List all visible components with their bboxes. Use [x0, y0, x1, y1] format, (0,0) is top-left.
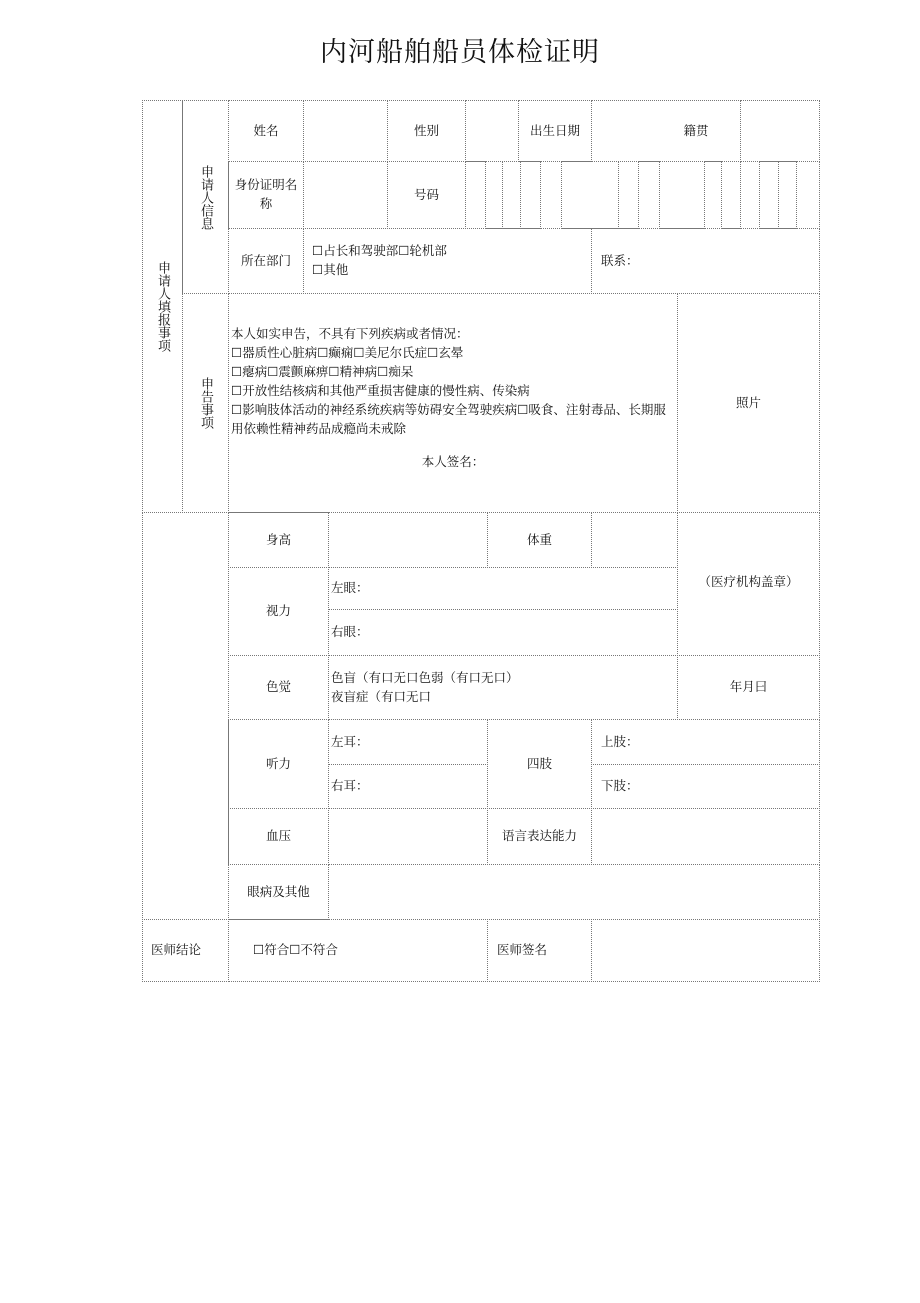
- color-vision-label: 色觉: [228, 655, 329, 720]
- declaration-section-label: [182, 293, 229, 513]
- height-field[interactable]: [328, 512, 488, 568]
- declaration-line2[interactable]: ☐瘪病☐震颤麻痹☐精神病☐痴呆: [231, 364, 414, 379]
- id-digit-box[interactable]: [561, 161, 619, 229]
- id-digit-box[interactable]: [759, 161, 779, 229]
- applicant-info-section-label: [182, 100, 229, 294]
- color-vision-field[interactable]: [328, 655, 678, 720]
- id-digit-box[interactable]: [520, 161, 541, 229]
- blood-pressure-field[interactable]: [328, 808, 488, 865]
- conclusion-label: 医师结论: [142, 919, 229, 982]
- declaration-line4[interactable]: ☐影响肢体活动的神经系统疾病等妨碍安全驾驶疾病☐吸食、注射毒品、长期服用依赖性精神药品成瘾尚未戒除: [231, 402, 666, 436]
- left-eye-label: 左眼：: [331, 580, 369, 596]
- applicant-info-label: 申请人信息: [198, 164, 213, 230]
- color-vision-line2[interactable]: 夜盲症（有口无口: [331, 688, 432, 704]
- weight-field[interactable]: [591, 512, 678, 568]
- doctor-sign-field[interactable]: [591, 919, 820, 982]
- id-digit-box[interactable]: [740, 161, 760, 229]
- exam-date-field[interactable]: [677, 655, 820, 720]
- right-ear-label: 右耳：: [331, 778, 369, 794]
- blood-pressure-label: 血压: [228, 808, 329, 865]
- id-type-field[interactable]: [303, 161, 388, 229]
- id-digit-box[interactable]: [704, 161, 722, 229]
- upper-limb-field[interactable]: [591, 719, 820, 765]
- id-digit-box[interactable]: [796, 161, 820, 229]
- stamp-box: [677, 512, 820, 656]
- id-digit-box[interactable]: [540, 161, 562, 229]
- id-digit-box[interactable]: [659, 161, 705, 229]
- name-field[interactable]: [303, 100, 388, 162]
- id-digit-box[interactable]: [502, 161, 521, 229]
- contact-label: 联系：: [601, 252, 639, 268]
- id-number-label: 号码: [387, 161, 466, 229]
- dob-native-field[interactable]: [591, 100, 741, 162]
- left-ear-field[interactable]: [328, 719, 488, 765]
- id-digit-box[interactable]: [778, 161, 797, 229]
- gender-field[interactable]: [465, 100, 519, 162]
- eye-other-label: 眼病及其他: [228, 864, 329, 920]
- declaration-line1[interactable]: ☐器质性心脏病☐癫痫☐美尼尔氏症☐玄晕: [231, 345, 464, 360]
- applicant-fill-label: 申请人填报事项: [155, 261, 170, 352]
- photo-box[interactable]: [677, 293, 820, 513]
- declaration-intro: 本人如实申告，不具有下列疾病或者情况：: [231, 326, 469, 341]
- vision-label: 视力: [228, 567, 329, 656]
- height-label: 身高: [228, 512, 329, 568]
- eye-other-field[interactable]: [328, 864, 820, 920]
- id-type-label: 身份证明名称: [228, 161, 304, 229]
- id-digit-box[interactable]: [638, 161, 660, 229]
- gender-label: 性别: [387, 100, 466, 162]
- lower-limb-label: 下肢：: [601, 778, 639, 794]
- native-field[interactable]: [740, 100, 820, 162]
- weight-label: 体重: [487, 512, 592, 568]
- hearing-label: 听力: [228, 719, 329, 809]
- signature-label: 本人签名：: [421, 454, 485, 469]
- conclusion-options-text[interactable]: ☐符合☐不符合: [253, 942, 338, 958]
- limbs-label: 四肢: [487, 719, 592, 809]
- declaration-body: [228, 293, 678, 513]
- speech-field[interactable]: [591, 808, 820, 865]
- right-eye-label: 右眼：: [331, 624, 369, 640]
- name-label: 姓名: [228, 100, 304, 162]
- id-digit-box[interactable]: [485, 161, 503, 229]
- right-eye-field[interactable]: [328, 609, 678, 656]
- left-eye-field[interactable]: [328, 567, 678, 610]
- photo-label: 照片: [735, 394, 761, 410]
- dept-label: 所在部门: [228, 228, 304, 294]
- dept-options-line2[interactable]: ☐其他: [312, 262, 349, 277]
- dept-options-line1[interactable]: ☐占长和驾驶部☐轮机部: [312, 243, 447, 259]
- conclusion-options[interactable]: [228, 919, 488, 982]
- native-label: 籍贯: [683, 122, 709, 138]
- stamp-label: （医疗机构盖章）: [698, 574, 799, 589]
- speech-label: 语言表达能力: [487, 808, 592, 865]
- left-ear-label: 左耳：: [331, 733, 369, 749]
- doctor-sign-label: 医师签名: [487, 919, 592, 982]
- dept-options[interactable]: [303, 228, 592, 294]
- contact-field[interactable]: [591, 228, 820, 294]
- dob-label: 出生日期: [518, 100, 592, 162]
- exam-section-spacer: [142, 512, 229, 920]
- declaration-label: 申告事项: [198, 377, 213, 429]
- upper-limb-label: 上肢：: [601, 733, 639, 749]
- right-ear-field[interactable]: [328, 764, 488, 809]
- page-title: 内河船舶船员体检证明: [320, 37, 600, 68]
- applicant-fill-section-label: [142, 100, 183, 513]
- exam-date-label: 年月曰: [729, 679, 768, 695]
- id-digit-box[interactable]: [721, 161, 741, 229]
- id-digit-box[interactable]: [618, 161, 639, 229]
- color-vision-line1[interactable]: 色盲（有口无口色弱（有口无口）: [331, 669, 519, 685]
- id-digit-box[interactable]: [465, 161, 486, 229]
- lower-limb-field[interactable]: [591, 764, 820, 809]
- declaration-line3[interactable]: ☐开放性结核病和其他严重损害健康的慢性病、传染病: [231, 383, 530, 398]
